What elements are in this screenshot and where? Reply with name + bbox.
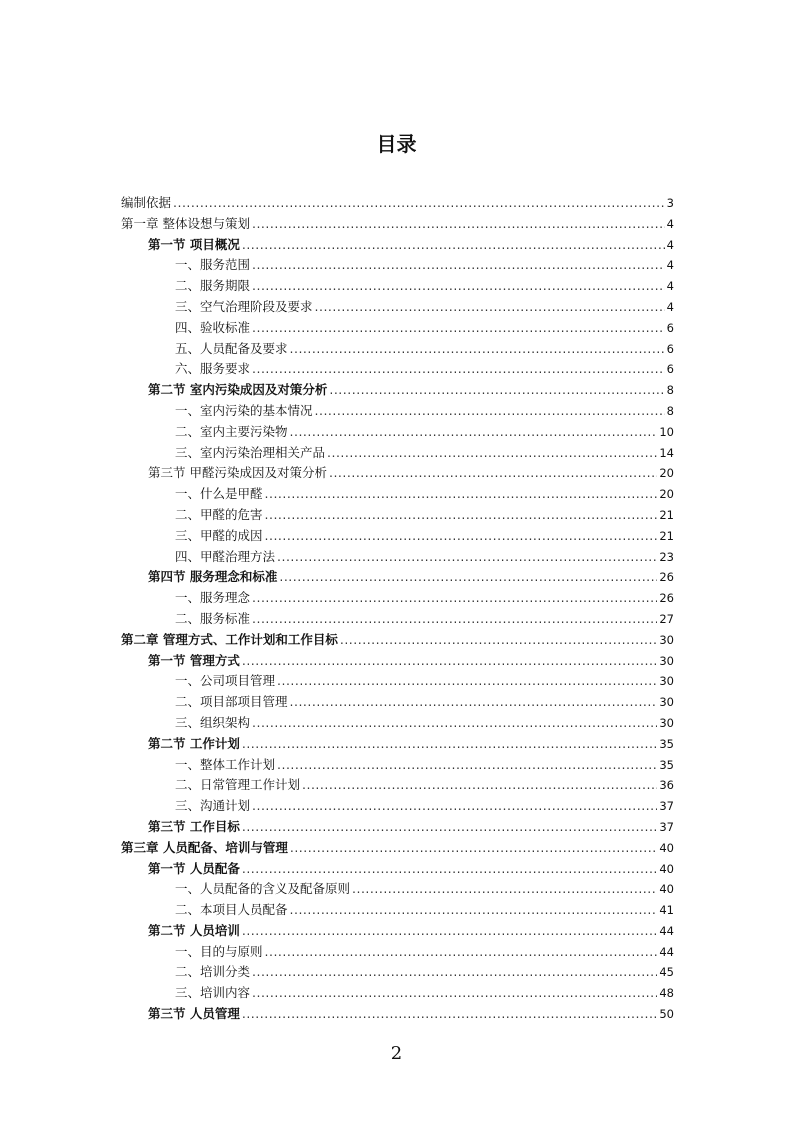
toc-entry-page: 35 — [659, 736, 674, 751]
toc-entry-page: 36 — [659, 778, 674, 793]
toc-entry-page: 4 — [666, 258, 674, 273]
toc-entry-label: 第一节 管理方式 — [148, 652, 240, 668]
toc-entry[interactable] — [121, 380, 674, 401]
toc-entry-label: 一、目的与原则 — [175, 943, 263, 959]
toc-entry-page: 6 — [666, 320, 674, 335]
toc-entry-page: 20 — [659, 487, 674, 502]
toc-entry-page: 4 — [666, 279, 674, 294]
dot-leader — [302, 775, 657, 796]
toc-entry-label: 第四节 服务理念和标准 — [148, 569, 278, 585]
dot-leader — [265, 942, 658, 963]
toc-entry-label: 四、甲醛治理方法 — [175, 548, 276, 564]
toc-entry[interactable] — [121, 547, 674, 568]
dot-leader — [252, 214, 665, 235]
toc-entry[interactable] — [121, 484, 674, 505]
toc-entry[interactable] — [121, 838, 674, 859]
toc-entry[interactable] — [121, 942, 674, 963]
dot-leader — [329, 380, 664, 401]
toc-entry-label: 第三节 人员管理 — [148, 1006, 240, 1022]
toc-entry-page: 26 — [659, 570, 674, 585]
toc-entry[interactable] — [121, 983, 674, 1004]
toc-entry-label: 二、本项目人员配备 — [175, 902, 288, 918]
toc-entry[interactable] — [121, 359, 674, 380]
toc-entry-page: 35 — [659, 757, 674, 772]
dot-leader — [242, 1004, 658, 1025]
toc-entry-label: 三、空气治理阶段及要求 — [175, 298, 313, 314]
toc-entry-label: 五、人员配备及要求 — [175, 340, 288, 356]
toc-entry[interactable] — [121, 879, 674, 900]
toc-entry-label: 二、服务期限 — [175, 278, 251, 294]
toc-entry[interactable] — [121, 692, 674, 713]
toc-entry-label: 编制依据 — [121, 195, 172, 210]
toc-entry-label: 第二章 管理方式、工作计划和工作目标 — [121, 631, 338, 647]
dot-leader — [173, 193, 665, 214]
toc-entry[interactable] — [121, 859, 674, 880]
toc-entry-page: 14 — [659, 445, 674, 460]
toc-entry-page: 30 — [659, 715, 674, 730]
page-number: 2 — [390, 1043, 403, 1064]
toc-entry-page: 6 — [666, 341, 674, 356]
dot-leader — [340, 630, 658, 651]
toc-entry[interactable] — [121, 339, 674, 360]
toc-entry-label: 三、甲醛的成因 — [175, 527, 263, 543]
toc-entry[interactable] — [121, 567, 674, 588]
toc-entry[interactable] — [121, 713, 674, 734]
toc-entry-page: 21 — [659, 507, 674, 522]
toc-entry-page: 30 — [659, 674, 674, 689]
toc-entry[interactable] — [121, 609, 674, 630]
toc-entry-page: 20 — [659, 466, 674, 481]
toc-entry-label: 第一节 项目概况 — [148, 236, 240, 252]
toc-entry-label: 三、沟通计划 — [175, 798, 251, 814]
toc-entry[interactable] — [121, 297, 674, 318]
dot-leader — [252, 609, 657, 630]
toc-entry-page: 8 — [666, 383, 674, 398]
toc-entry[interactable] — [121, 921, 674, 942]
dot-leader — [290, 422, 658, 443]
toc-entry[interactable] — [121, 505, 674, 526]
toc-entry[interactable] — [121, 255, 674, 276]
dot-leader — [242, 921, 658, 942]
toc-entry-label: 三、室内污染治理相关产品 — [175, 444, 326, 460]
toc-entry-label: 一、服务理念 — [175, 590, 251, 606]
toc-entry-page: 40 — [659, 861, 674, 876]
dot-leader — [252, 713, 657, 734]
toc-entry[interactable] — [121, 422, 674, 443]
toc-entry-page: 4 — [666, 216, 674, 231]
toc-entry-label: 第三节 甲醛污染成因及对策分析 — [148, 465, 327, 481]
dot-leader — [252, 983, 657, 1004]
toc-entry-label: 第一节 人员配备 — [148, 860, 240, 876]
toc-entry-page: 44 — [659, 944, 674, 959]
dot-leader — [315, 401, 665, 422]
toc-entry-label: 第三章 人员配备、培训与管理 — [121, 839, 288, 855]
toc-entry[interactable] — [121, 755, 674, 776]
dot-leader — [277, 671, 657, 692]
dot-leader — [265, 484, 658, 505]
toc-entry-page: 10 — [659, 424, 674, 439]
toc-entry-label: 一、公司项目管理 — [175, 673, 276, 689]
toc-entry-label: 第一章 整体设想与策划 — [121, 215, 250, 231]
toc-entry-label: 第二节 室内污染成因及对策分析 — [148, 382, 328, 398]
toc-entry-page: 26 — [659, 591, 674, 606]
toc-entry-label: 二、室内主要污染物 — [175, 423, 288, 439]
toc-entry-label: 第三节 工作目标 — [148, 818, 240, 834]
toc-entry-page: 44 — [659, 923, 674, 938]
toc-entry[interactable] — [121, 463, 674, 484]
dot-leader — [290, 692, 658, 713]
dot-leader — [277, 755, 657, 776]
dot-leader — [252, 796, 657, 817]
toc-entry-page: 6 — [666, 362, 674, 377]
toc-entry[interactable] — [121, 235, 674, 256]
toc-entry-page: 30 — [659, 695, 674, 710]
toc-entry[interactable] — [121, 401, 674, 422]
toc-entry[interactable] — [121, 671, 674, 692]
dot-leader — [242, 859, 658, 880]
dot-leader — [352, 879, 657, 900]
toc-entry-label: 二、甲醛的危害 — [175, 506, 263, 522]
toc-entry[interactable] — [121, 796, 674, 817]
dot-leader — [252, 276, 665, 297]
dot-leader — [252, 359, 665, 380]
toc-entry[interactable] — [121, 962, 674, 983]
toc-entry[interactable] — [121, 651, 674, 672]
toc-entry-page: 37 — [659, 799, 674, 814]
dot-leader — [290, 838, 658, 859]
dot-leader — [252, 318, 665, 339]
toc-entry-page: 37 — [659, 819, 674, 834]
toc-entry-page: 3 — [666, 196, 674, 210]
dot-leader — [315, 297, 665, 318]
toc-entry-label: 三、培训内容 — [175, 985, 251, 1001]
toc-entry-page: 30 — [659, 632, 674, 647]
toc-entry[interactable] — [121, 775, 674, 796]
dot-leader — [290, 339, 665, 360]
toc-entry[interactable] — [121, 443, 674, 464]
toc-entry-label: 六、服务要求 — [175, 361, 251, 377]
dot-leader — [242, 817, 658, 838]
toc-entry[interactable] — [121, 817, 674, 838]
toc-entry-label: 二、服务标准 — [175, 610, 251, 626]
toc-entry[interactable] — [121, 526, 674, 547]
toc-entry-page: 41 — [659, 903, 674, 918]
table-of-contents — [121, 193, 674, 1025]
toc-entry-label: 一、服务范围 — [175, 257, 251, 273]
toc-entry-page: 50 — [659, 1007, 674, 1022]
toc-entry-page: 21 — [659, 528, 674, 543]
toc-entry[interactable] — [121, 900, 674, 921]
toc-entry-page: 23 — [659, 549, 674, 564]
dot-leader — [242, 651, 658, 672]
toc-entry-page: 40 — [659, 882, 674, 897]
dot-leader — [327, 443, 657, 464]
toc-entry-label: 二、日常管理工作计划 — [175, 777, 301, 793]
toc-entry-page: 40 — [659, 840, 674, 855]
toc-entry-page: 4 — [666, 237, 674, 252]
toc-entry-label: 二、培训分类 — [175, 964, 251, 980]
toc-entry[interactable] — [121, 276, 674, 297]
dot-leader — [329, 463, 657, 484]
toc-entry-label: 一、整体工作计划 — [175, 756, 276, 772]
toc-entry-label: 一、室内污染的基本情况 — [175, 402, 313, 418]
toc-entry-page: 48 — [659, 986, 674, 1001]
toc-entry-page: 4 — [666, 299, 674, 314]
dot-leader — [242, 235, 665, 256]
dot-leader — [242, 734, 658, 755]
toc-entry[interactable] — [121, 318, 674, 339]
toc-entry-page: 45 — [659, 965, 674, 980]
dot-leader — [277, 547, 657, 568]
toc-entry[interactable] — [121, 214, 674, 235]
toc-entry[interactable] — [121, 588, 674, 609]
dot-leader — [290, 900, 658, 921]
dot-leader — [252, 588, 657, 609]
toc-entry-label: 四、验收标准 — [175, 319, 251, 335]
toc-entry[interactable] — [121, 193, 674, 214]
toc-entry-label: 第二节 工作计划 — [148, 735, 240, 751]
toc-entry-page: 30 — [659, 653, 674, 668]
toc-entry-label: 第二节 人员培训 — [148, 922, 240, 938]
dot-leader — [252, 962, 657, 983]
toc-entry[interactable] — [121, 734, 674, 755]
toc-entry[interactable] — [121, 1004, 674, 1025]
toc-entry-label: 一、人员配备的含义及配备原则 — [175, 881, 351, 897]
toc-entry-page: 8 — [666, 403, 674, 418]
dot-leader — [279, 567, 657, 588]
dot-leader — [265, 526, 658, 547]
dot-leader — [265, 505, 658, 526]
toc-entry-label: 二、项目部项目管理 — [175, 694, 288, 710]
dot-leader — [252, 255, 665, 276]
toc-entry-label: 一、什么是甲醛 — [175, 486, 263, 502]
toc-entry-label: 三、组织架构 — [175, 714, 251, 730]
toc-entry[interactable] — [121, 630, 674, 651]
toc-title: 目录 — [376, 132, 417, 156]
toc-entry-page: 27 — [659, 611, 674, 626]
